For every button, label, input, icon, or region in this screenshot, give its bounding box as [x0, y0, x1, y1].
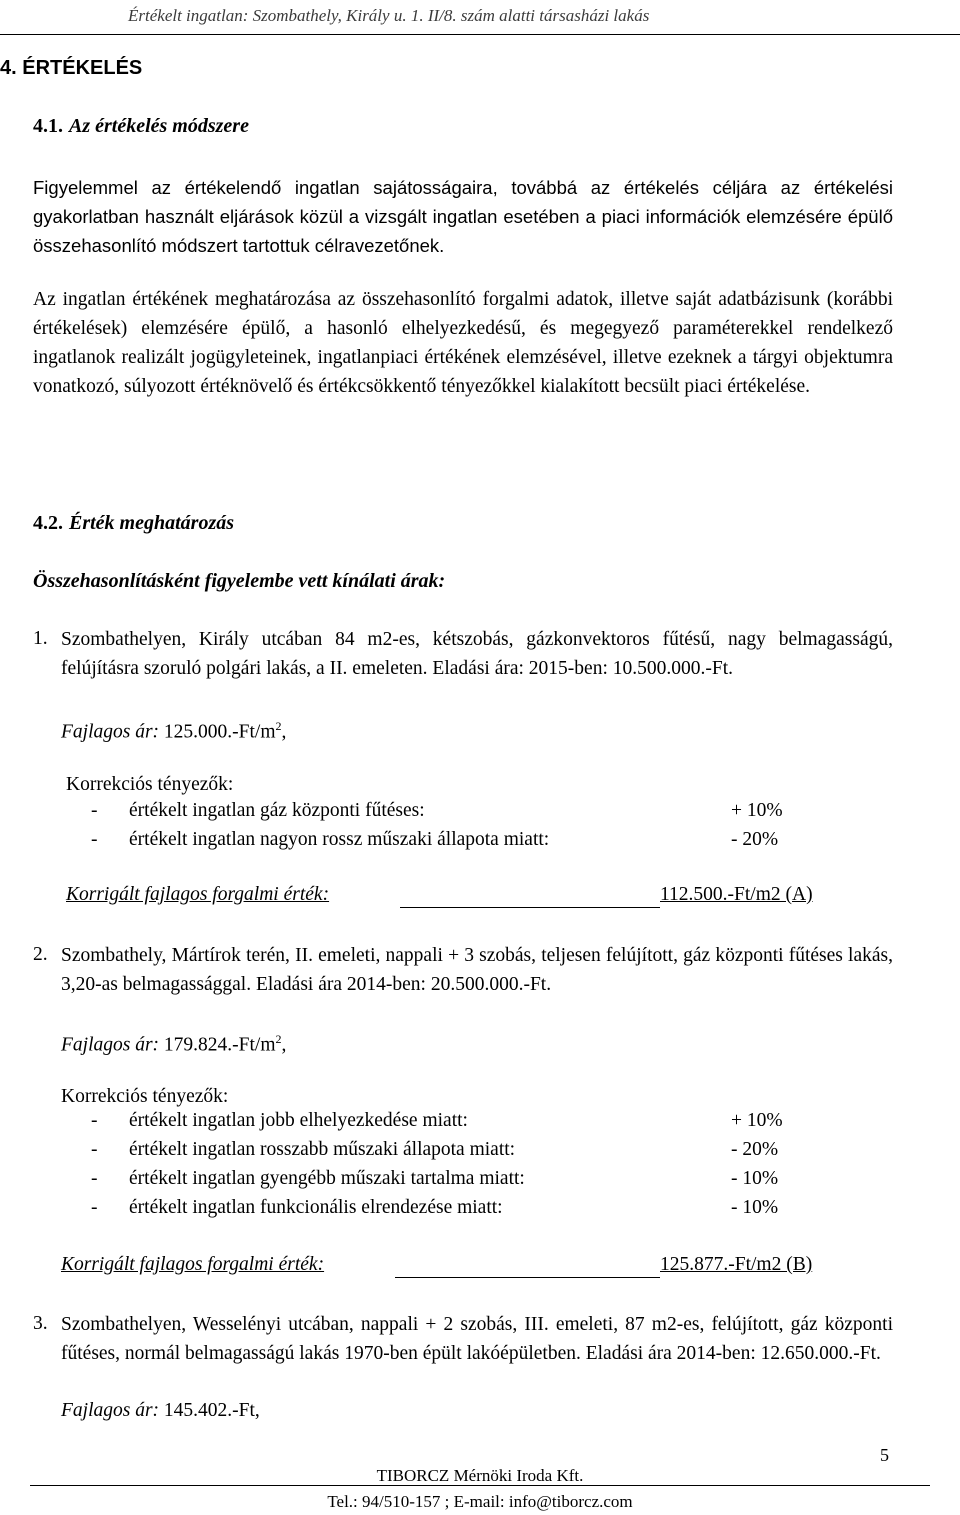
correction-value: - 10% [731, 1168, 779, 1189]
subsection-4-1-heading [33, 115, 249, 138]
unit-price-value: 179.824.-Ft/m [163, 1034, 276, 1056]
correction-text: értékelt ingatlan jobb elhelyezkedése miatt: [129, 1110, 468, 1131]
subsection-number: 4.1. [33, 115, 63, 137]
footer-company: TIBORCZ Mérnöki Iroda Kft. [376, 1466, 584, 1485]
item-number: 1. [33, 628, 48, 649]
running-header: Értékelt ingatlan: Szombathely, Király u. 1. II/8. szám alatti társasházi lakás [128, 6, 650, 25]
correction-row: - értékelt ingatlan jobb elhelyezkedése miatt: + 10% [91, 1110, 783, 1131]
correction-text: értékelt ingatlan nagyon rossz műszaki állapota miatt: [129, 829, 550, 850]
underline-fill [400, 907, 660, 908]
item-description: Szombathelyen, Wesselényi utcában, nappali + 2 szobás, III. emeleti, 87 m2-es, felújított, gáz központi fűtéses, normál belmagasságú lakás 1970-ben épült lakóépületben. Eladási ára 2014-ben: 12.650.000.-Ft. [61, 1314, 893, 1364]
correction-value: + 10% [731, 1110, 783, 1131]
footer-rule [30, 1485, 930, 1486]
correction-value: - 10% [731, 1197, 779, 1218]
corrected-value-label: Korrigált fajlagos forgalmi érték: [66, 884, 330, 905]
page-number: 5 [880, 1445, 889, 1465]
subsection-title: Az értékelés módszere [69, 115, 249, 137]
correction-text: értékelt ingatlan gyengébb műszaki tartalma miatt: [129, 1168, 525, 1189]
corrected-value-label: Korrigált fajlagos forgalmi érték: [61, 1254, 325, 1275]
unit-price-label: Fajlagos ár: [61, 721, 160, 743]
subsection-number: 4.2. [33, 512, 63, 534]
subsection-title: Érték meghatározás [69, 512, 235, 534]
corrected-value: 112.500.-Ft/m2 (A) [660, 884, 813, 905]
header-rule [0, 34, 960, 35]
correction-text: értékelt ingatlan funkcionális elrendezése miatt: [129, 1197, 503, 1218]
correction-row: - értékelt ingatlan rosszabb műszaki állapota miatt: - 20% [91, 1139, 779, 1160]
footer-contact: Tel.: 94/510-157 ; E-mail: info@tiborcz.com [327, 1492, 633, 1511]
paragraph-method: Figyelemmel az értékelendő ingatlan sajátosságaira, továbbá az értékelés céljára az értékelési gyakorlatban használt eljárások közül a vizsgált ingatlan esetében a piaci információk elemzésére épülő összehasonlító módszert tartottuk célravezetőnek. [33, 177, 893, 256]
corrections-title: Korrekciós tényezők: [66, 774, 234, 795]
item-description: Szombathely, Mártírok terén, II. emeleti, nappali + 3 szobás, teljesen felújított, gáz központi fűtéses lakás, 3,20-as belmagassággal. Eladási ára 2014-ben: 20.500.000.-Ft. [61, 945, 893, 995]
unit-price-sup: 2 [275, 1032, 282, 1046]
underline-fill [395, 1277, 660, 1278]
corrections-title: Korrekciós tényezők: [61, 1086, 229, 1107]
section-title: 4. ÉRTÉKELÉS [0, 57, 143, 79]
correction-value: + 10% [731, 800, 783, 821]
unit-price-sup: 2 [275, 719, 282, 733]
paragraph-description: Az ingatlan értékének meghatározása az összehasonlító forgalmi adatok, illetve saját adatbázisunk (korábbi értékelések) elemzésére épülő, a hasonló elhelyezkedésű, és megegyező paraméterekkel rendelkező ingatlanok realizált jogügyleteinek, ingatlanpiaci értékének elemzésével, illetve ezeknek a tárgyi objektumra vonatkozó, súlyozott értéknövelő és értékcsökkentő tényezőkkel kialakított becsült piaci értékelése. [33, 289, 893, 397]
unit-price-value: 125.000.-Ft/m [163, 721, 276, 743]
correction-text: értékelt ingatlan rosszabb műszaki állapota miatt: [129, 1139, 516, 1160]
correction-value: - 20% [731, 829, 779, 850]
correction-row: - értékelt ingatlan gáz központi fűtéses: + 10% [91, 800, 783, 821]
corrected-value: 125.877.-Ft/m2 (B) [660, 1254, 813, 1275]
comparison-subtitle: Összehasonlításként figyelembe vett kínálati árak: [33, 570, 446, 592]
correction-row: - értékelt ingatlan gyengébb műszaki tartalma miatt: - 10% [91, 1168, 779, 1189]
item-unit-price: Fajlagos ár: $125.000.-Ft/m^2$, [61, 719, 287, 743]
correction-value: - 20% [731, 1139, 779, 1160]
item-description: Szombathelyen, Király utcában 84 m2-es, kétszobás, gázkonvektoros fűtésű, nagy belmagasságú, felújításra szoruló polgári lakás, a II. emeleten. Eladási ára: 2015-ben: 10.500.000.-Ft. [61, 629, 893, 679]
unit-price-value: 145.402.-Ft, [163, 1400, 260, 1421]
unit-price-label: Fajlagos ár: [61, 1400, 160, 1421]
item-number: 2. [33, 944, 48, 965]
item-number: 3. [33, 1313, 48, 1334]
item-unit-price [61, 1396, 260, 1425]
correction-row: - értékelt ingatlan nagyon rossz műszaki állapota miatt: - 20% [91, 829, 779, 850]
correction-row: - értékelt ingatlan funkcionális elrendezése miatt: - 10% [91, 1197, 779, 1218]
unit-price-label: Fajlagos ár: [61, 1034, 160, 1056]
subsection-4-2-heading [33, 512, 234, 535]
correction-text: értékelt ingatlan gáz központi fűtéses: [129, 800, 425, 821]
item-unit-price: Fajlagos ár: $179.824.-Ft/m^2$, [61, 1032, 287, 1056]
